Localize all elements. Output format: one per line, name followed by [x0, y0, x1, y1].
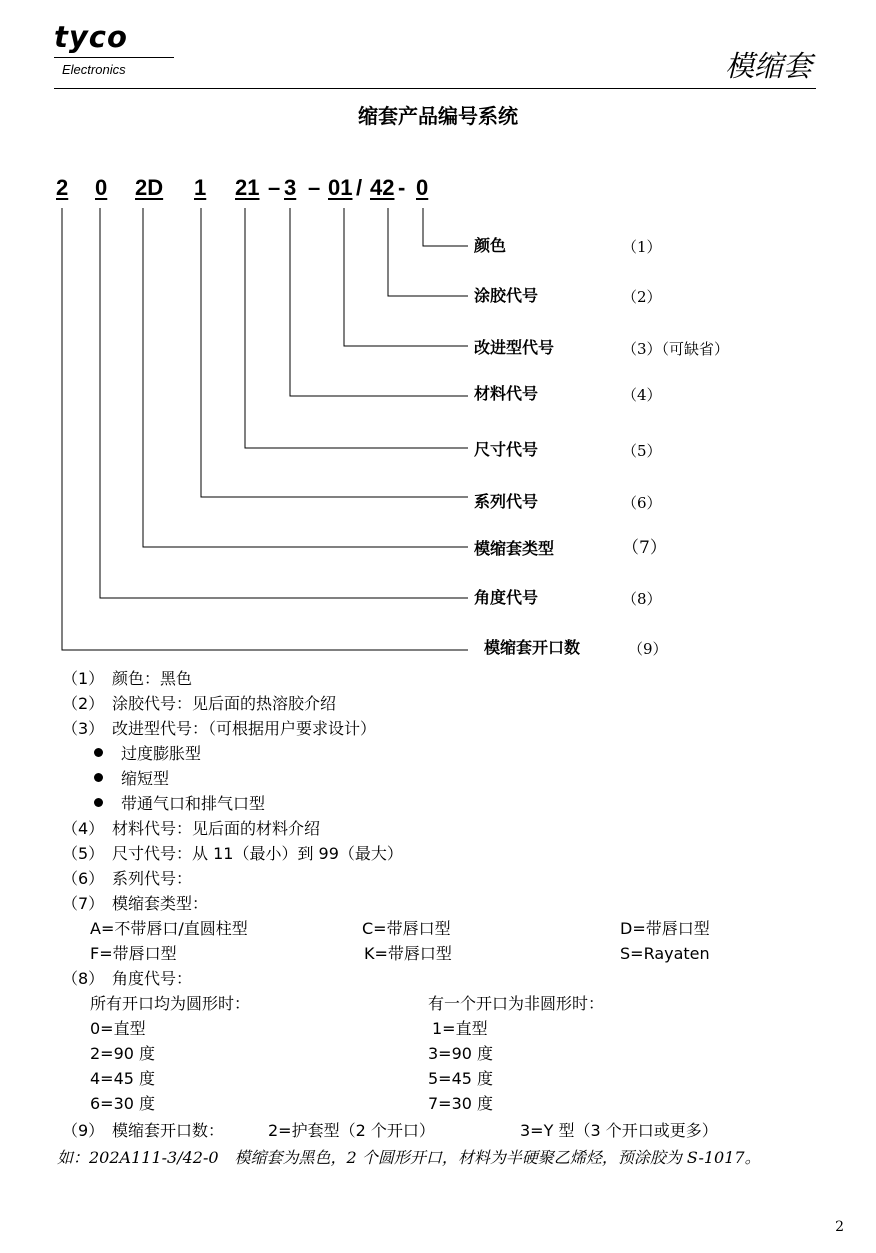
legend-label-modification: 改进型代号: [474, 338, 555, 357]
note-modification: [62, 718, 376, 740]
code-segment-modification: 01: [328, 175, 353, 200]
note-type: [62, 893, 208, 915]
code-segment-material: 3: [284, 175, 297, 200]
legend-num-1: （1）: [622, 238, 662, 256]
legend-num-3: （3）（可缺省）: [622, 340, 730, 358]
tyco-logo: tyco: [54, 20, 128, 54]
note-text: 角度代号：: [112, 969, 193, 988]
connector-modification: [344, 208, 468, 346]
note-color: [62, 668, 192, 690]
legend-num-8: （8）: [622, 590, 662, 608]
example-line: 如：202A111-3/42-0 模缩套为黑色，2 个圆形开口，材料为半硬聚乙烯烃，预涂胶为 S-1017。: [57, 1148, 761, 1167]
code-segment-angle: 0: [95, 175, 108, 200]
note-text: 模缩套类型：: [112, 894, 209, 913]
note-number: （8）: [62, 969, 105, 988]
legend-label-opening-count: 模缩套开口数: [484, 638, 581, 657]
angle-item: 5=45 度: [428, 1069, 494, 1088]
connector-adhesive: [388, 208, 468, 296]
note-text: 模缩套开口数：: [112, 1121, 225, 1140]
connector-material: [290, 208, 468, 396]
code-segment-color: 0: [416, 175, 429, 200]
bullet-text: 过度膨胀型: [121, 744, 202, 763]
angle-item: 2=90 度: [90, 1044, 156, 1063]
legend-label-color: 颜色: [474, 236, 507, 255]
note-text: 颜色：黑色: [112, 669, 193, 688]
legend-label-adhesive: 涂胶代号: [474, 286, 539, 305]
code-separator: –: [308, 175, 321, 200]
type-item: A=不带唇口/直圆柱型: [90, 919, 248, 938]
note-text: 改进型代号：（可根据用户要求设计）: [112, 719, 377, 738]
electronics-logo-text: Electronics: [62, 62, 126, 77]
note-angle: [62, 968, 192, 990]
note-number: （7）: [62, 894, 105, 913]
angle-item: 4=45 度: [90, 1069, 156, 1088]
bullet-icon: [94, 773, 103, 782]
code-segment-opening-count: 2: [56, 175, 69, 200]
code-segment-type: 2D: [135, 175, 164, 200]
connector-color: [423, 208, 468, 246]
legend-num-6: （6）: [622, 494, 662, 512]
connector-series: [201, 208, 468, 497]
note-opening-count: [62, 1120, 224, 1142]
note-number: （1）: [62, 669, 105, 688]
code-separator: -: [398, 175, 406, 200]
bullet-icon: [94, 748, 103, 757]
note-size: [62, 843, 403, 865]
angle-item: 0=直型: [90, 1019, 146, 1038]
code-segment-size: 21: [235, 175, 260, 200]
note-number: （4）: [62, 819, 105, 838]
type-item: S=Rayaten: [620, 944, 710, 963]
legend-label-size: 尺寸代号: [474, 440, 539, 459]
note-series: [62, 868, 192, 890]
angle-item: 1=直型: [432, 1019, 488, 1038]
type-item: F=带唇口型: [90, 944, 177, 963]
connector-angle: [100, 208, 468, 598]
connector-size: [245, 208, 468, 448]
note-number: （2）: [62, 694, 105, 713]
angle-item: 7=30 度: [428, 1094, 494, 1113]
page-title: 缩套产品编号系统: [358, 104, 518, 128]
bullet-icon: [94, 798, 103, 807]
note-number: （3）: [62, 719, 105, 738]
bullet-item: [94, 743, 201, 765]
legend-num-7: （7）: [622, 538, 667, 558]
legend-label-series: 系列代号: [474, 492, 539, 511]
document-title: 模缩套: [724, 49, 812, 83]
code-segment-adhesive: 42: [370, 175, 395, 200]
note-number: （9）: [62, 1121, 105, 1140]
angle-left-heading: 所有开口均为圆形时：: [90, 994, 251, 1013]
angle-item: 6=30 度: [90, 1094, 156, 1113]
legend-label-material: 材料代号: [474, 384, 539, 403]
note-material: [62, 818, 320, 840]
bullet-item: [94, 793, 265, 815]
bullet-item: [94, 768, 169, 790]
page-number: 2: [835, 1219, 844, 1235]
code-separator: /: [356, 175, 363, 200]
note-number: （5）: [62, 844, 105, 863]
bullet-text: 带通气口和排气口型: [121, 794, 266, 813]
note-text: 涂胶代号：见后面的热溶胶介绍: [112, 694, 337, 713]
legend-label-type: 模缩套类型: [474, 539, 555, 558]
connector-opening-count: [62, 208, 468, 650]
legend-num-4: （4）: [622, 386, 662, 404]
type-item: K=带唇口型: [364, 944, 452, 963]
note-text: 系列代号：: [112, 869, 193, 888]
legend-num-2: （2）: [622, 288, 662, 306]
type-item: D=带唇口型: [620, 919, 710, 938]
note-text: 材料代号：见后面的材料介绍: [112, 819, 321, 838]
opening-option-3: 3=Y 型（3 个开口或更多）: [520, 1121, 718, 1140]
connector-type: [143, 208, 468, 547]
legend-num-5: （5）: [622, 442, 662, 460]
opening-option-2: 2=护套型（2 个开口）: [268, 1121, 435, 1140]
code-separator: –: [268, 175, 281, 200]
type-item: C=带唇口型: [362, 919, 451, 938]
angle-right-heading: 有一个开口为非圆形时：: [428, 994, 605, 1013]
legend-num-9: （9）: [628, 640, 668, 658]
note-text: 尺寸代号：从 11（最小）到 99（最大）: [112, 844, 403, 863]
code-segment-series: 1: [194, 175, 207, 200]
note-adhesive: [62, 693, 336, 715]
angle-item: 3=90 度: [428, 1044, 494, 1063]
note-number: （6）: [62, 869, 105, 888]
legend-label-angle: 角度代号: [474, 588, 539, 607]
bullet-text: 缩短型: [121, 769, 170, 788]
